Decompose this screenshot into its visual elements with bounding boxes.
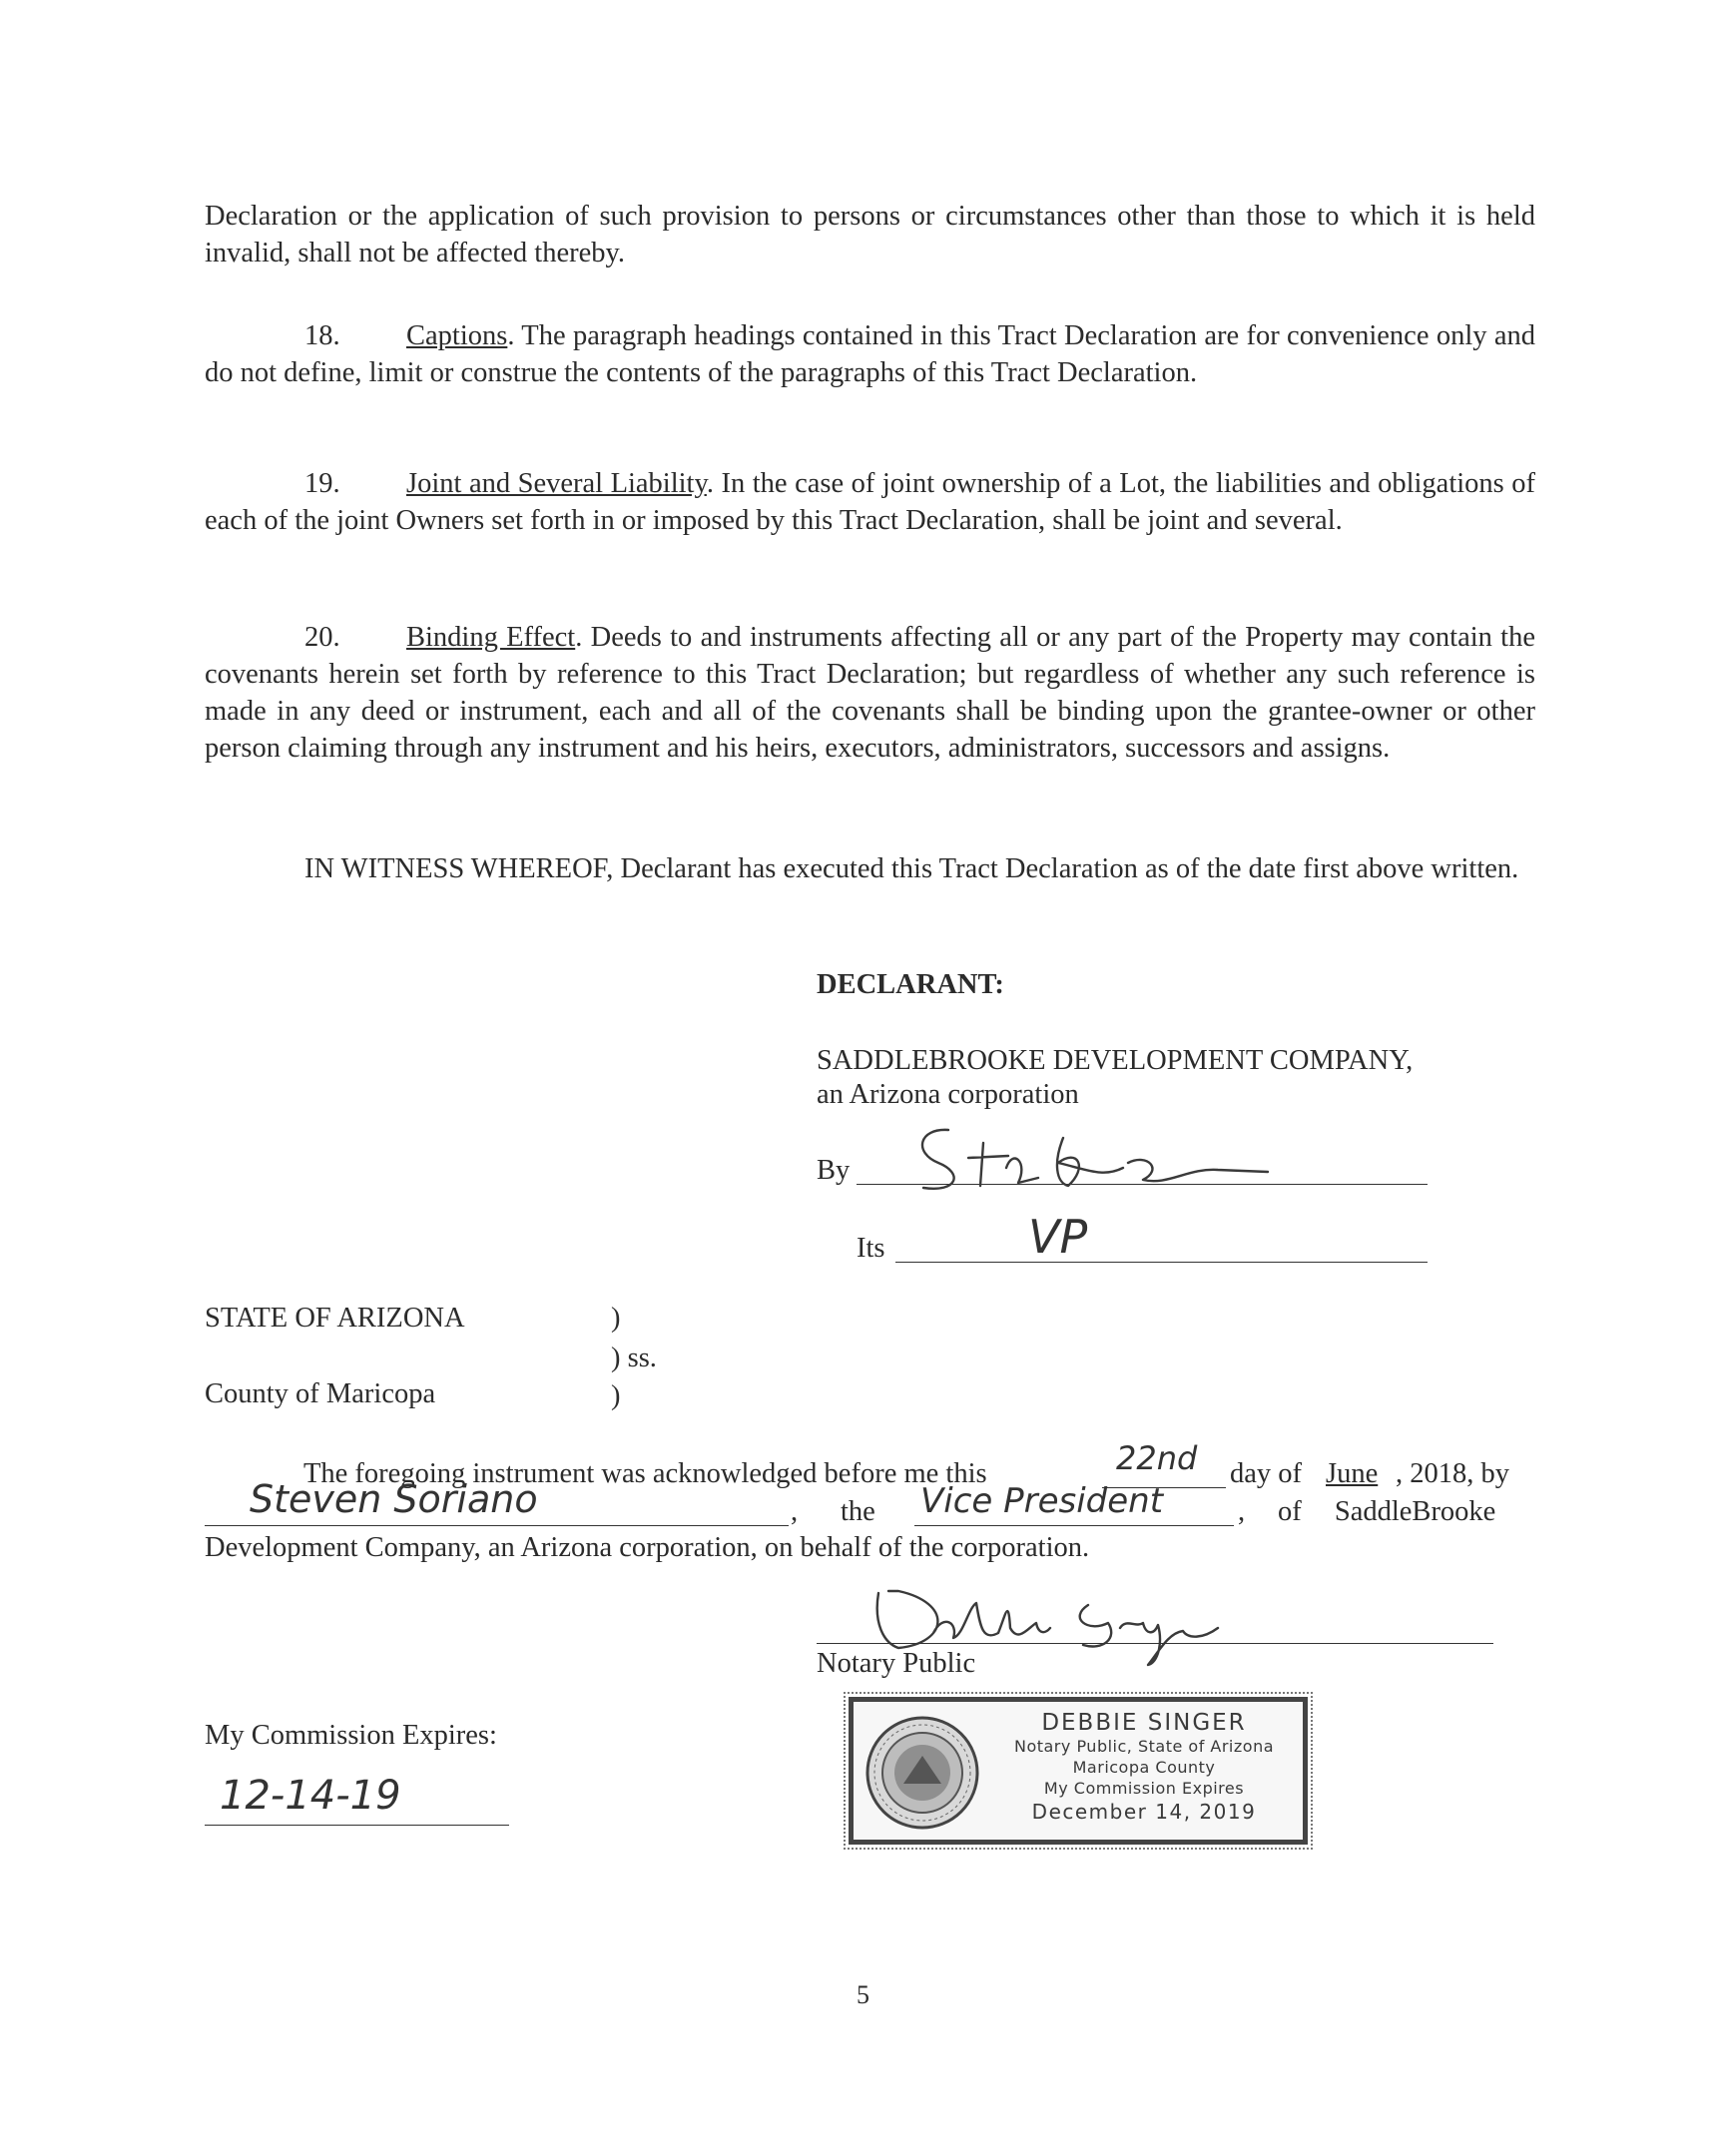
stamp-county: Maricopa County <box>1072 1758 1216 1777</box>
ack-year-by: , 2018, by <box>1396 1458 1509 1489</box>
ack-comma: , <box>791 1496 799 1527</box>
section-heading: Binding Effect <box>406 622 576 653</box>
declarant-company: SADDLEBROOKE DEVELOPMENT COMPANY, <box>817 1045 1414 1076</box>
section-20 <box>205 619 1535 767</box>
its-line <box>895 1262 1428 1263</box>
section-body: . Deeds to and instruments affecting all or any part of the Property may contain the covenants herein set forth by reference to this Tract Declaration; but regardless of whether any such reference is made in any deed or instrument, each and all of the covenants shall be binding upon the grantee-owner or other person claiming through any instrument and his heirs, executors, administrators, successors and assigns. <box>205 622 1535 764</box>
ack-name-line <box>205 1525 789 1526</box>
notary-line <box>817 1643 1493 1644</box>
ack-signer-name: Steven Soriano <box>250 1477 538 1521</box>
venue-paren: ) <box>611 1380 621 1411</box>
declarant-signature <box>888 1108 1308 1208</box>
section-19 <box>205 465 1535 539</box>
declarant-heading: DECLARANT: <box>817 969 1004 1000</box>
ack-the: the <box>841 1496 875 1527</box>
ack-comma: , <box>1238 1496 1246 1527</box>
continuation-paragraph: Declaration or the application of such provision to persons or circumstances other than those to which it is held invalid, shall not be affected thereby. <box>205 201 1535 269</box>
venue-ss: ) ss. <box>611 1343 657 1373</box>
its-label: Its <box>857 1233 885 1264</box>
ack-month: June <box>1326 1458 1379 1489</box>
section-body: . The paragraph headings contained in this Tract Declaration are for convenience only and do not define, limit or construe the contents of the paragraphs of this Tract Declaration. <box>205 320 1535 388</box>
notary-label: Notary Public <box>817 1648 976 1679</box>
ack-day: 22nd <box>1116 1439 1198 1477</box>
commission-label: My Commission Expires: <box>205 1720 497 1751</box>
ack-title: Vice President <box>920 1481 1164 1521</box>
section-number: 19. <box>304 468 340 499</box>
stamp-name: DEBBIE SINGER <box>1041 1710 1247 1736</box>
witness-paragraph: IN WITNESS WHEREOF, Declarant has executed this Tract Declaration as of the date first above written. <box>304 853 1519 884</box>
ack-lead: The foregoing instrument was acknowledged before me this <box>303 1458 987 1489</box>
by-label: By <box>817 1155 851 1186</box>
its-value: VP <box>1028 1210 1088 1264</box>
page-number: 5 <box>857 1980 869 2009</box>
section-heading: Captions <box>406 320 508 351</box>
commission-line <box>205 1825 509 1826</box>
venue-paren: ) <box>611 1303 621 1334</box>
state-seal-icon <box>863 1714 981 1832</box>
ack-day-of: day of <box>1230 1458 1303 1489</box>
stamp-title: Notary Public, State of Arizona <box>1013 1737 1275 1756</box>
declarant-company-type: an Arizona corporation <box>817 1079 1079 1110</box>
venue-county: County of Maricopa <box>205 1378 436 1409</box>
ack-tail: Development Company, an Arizona corporation, on behalf of the corporation. <box>205 1532 1090 1563</box>
section-body: . In the case of joint ownership of a Lot, the liabilities and obligations of each of the joint Owners set forth in or imposed by this Tract Declaration, shall be joint and several. <box>205 468 1535 536</box>
commission-date: 12-14-19 <box>220 1773 401 1819</box>
section-18 <box>205 317 1535 391</box>
stamp-text <box>983 1710 1305 1825</box>
venue-state: STATE OF ARIZONA <box>205 1303 465 1334</box>
ack-title-line <box>914 1525 1234 1526</box>
section-heading: Joint and Several Liability <box>406 468 707 499</box>
section-number: 18. <box>304 320 340 351</box>
ack-of-company: of SaddleBrooke <box>1278 1496 1496 1527</box>
stamp-expires-label: My Commission Expires <box>1043 1779 1245 1798</box>
notary-stamp <box>849 1697 1308 1845</box>
stamp-expires-date: December 14, 2019 <box>1031 1800 1257 1824</box>
section-number: 20. <box>304 622 340 653</box>
